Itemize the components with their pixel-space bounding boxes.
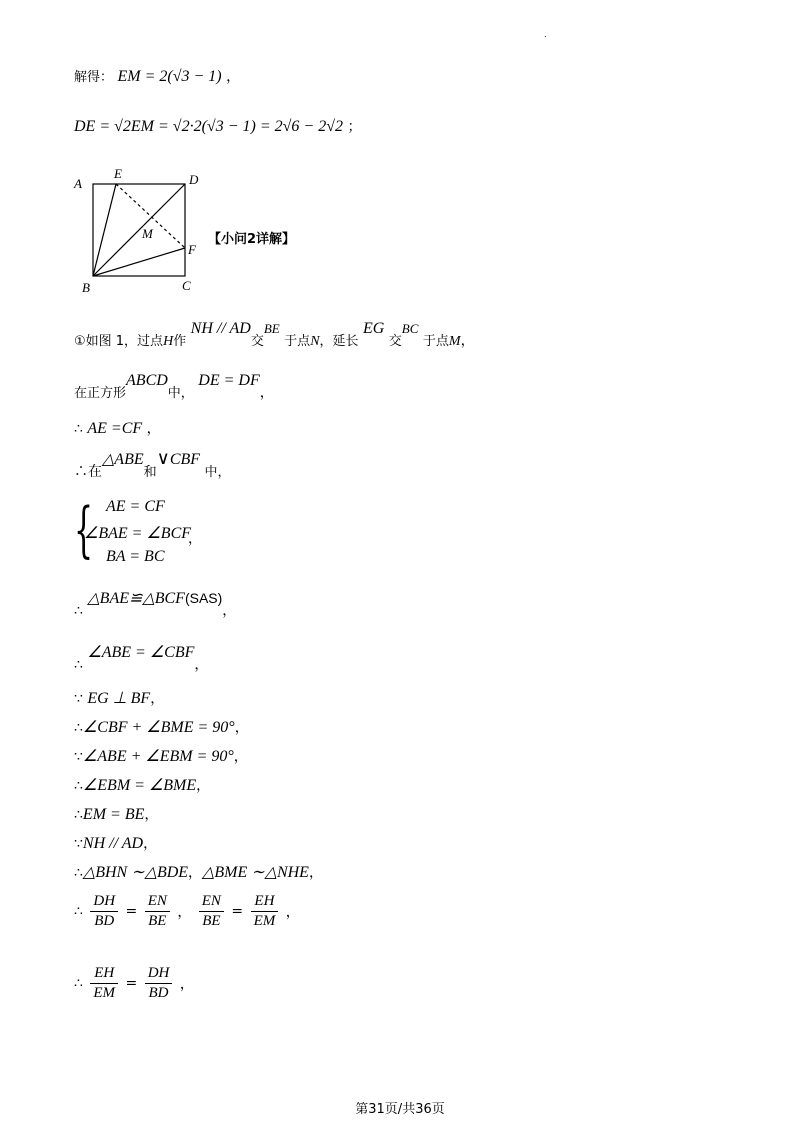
numerator: EN xyxy=(145,892,170,912)
point-m: M xyxy=(448,334,461,349)
numerator: DH xyxy=(145,964,173,984)
em-expression: EM = 2(√3 − 1) xyxy=(117,68,222,85)
denominator: BE xyxy=(148,913,167,929)
therefore: ∴ xyxy=(74,421,83,437)
segment-be xyxy=(93,184,116,276)
comma: ， xyxy=(226,69,241,85)
text: ①如图 1，过点 xyxy=(74,334,164,349)
therefore-in: ∴在 xyxy=(74,464,102,480)
denominator: EM xyxy=(253,913,276,929)
text: 作 xyxy=(173,334,187,349)
line-14 xyxy=(74,833,157,853)
label-d: D xyxy=(189,172,199,187)
construction-line xyxy=(74,320,475,350)
therefore: ∴ xyxy=(74,975,83,992)
text: ， xyxy=(308,865,323,881)
therefore: ∴ xyxy=(74,903,83,920)
line-11 xyxy=(74,746,248,766)
label-b: B xyxy=(82,280,90,294)
abcd: ABCD xyxy=(126,372,168,389)
numerator: EN xyxy=(199,892,224,912)
fraction-dh-bd xyxy=(90,892,118,931)
therefore: ∴ xyxy=(74,603,83,619)
semicolon: ； xyxy=(347,119,362,135)
text: ， xyxy=(150,691,165,707)
line-13 xyxy=(74,804,158,824)
denominator: BD xyxy=(94,913,115,929)
therefore-ae-cf xyxy=(74,418,161,438)
similar-1: △BHN ∼△BDE xyxy=(82,864,189,881)
therefore: ∴ xyxy=(74,778,83,794)
system-row-3: BA = BC xyxy=(106,548,165,565)
text: ， xyxy=(222,603,237,619)
eg: EG xyxy=(363,320,385,337)
angle-eq-line xyxy=(74,644,209,674)
solution-line-1 xyxy=(74,66,240,86)
therefore: ∴ xyxy=(74,720,83,736)
text: ， xyxy=(179,976,194,993)
expr: ∠EBM = ∠BME xyxy=(82,777,197,794)
label-c: C xyxy=(182,278,191,293)
text: 中， xyxy=(167,386,194,401)
triangles-line xyxy=(74,448,231,481)
text: ， xyxy=(144,807,159,823)
congruence: △BAE≌△BCF xyxy=(87,590,185,607)
expr: EM = BE xyxy=(82,806,145,823)
denominator: BD xyxy=(148,985,169,1001)
therefore: ∴ xyxy=(74,865,83,881)
equals: = xyxy=(125,903,138,920)
point-n: N xyxy=(310,334,320,349)
equals: = xyxy=(231,903,244,920)
text: ， xyxy=(259,385,274,401)
text: 中， xyxy=(204,465,231,480)
point-h: H xyxy=(163,334,174,349)
ratio-line-1 xyxy=(74,892,300,931)
text: 于点 xyxy=(422,334,449,349)
expr: ∠ABE + ∠EBM = 90° xyxy=(82,748,234,765)
page-footer: 第31页/共36页 xyxy=(355,1102,445,1117)
text: ， xyxy=(196,778,211,794)
vee-symbol: ∨ xyxy=(156,448,170,469)
square-figure xyxy=(70,164,210,294)
text: ， xyxy=(460,333,475,349)
fraction-en-be-2 xyxy=(199,892,224,931)
congruence-line xyxy=(74,590,237,620)
system-brace: { xyxy=(74,495,94,565)
solution-line-2 xyxy=(74,116,361,136)
text: 于点 xyxy=(284,334,311,349)
because: ∵ xyxy=(74,749,83,765)
ae: AE xyxy=(87,420,107,437)
label-a: A xyxy=(74,176,82,191)
square-line xyxy=(74,372,274,402)
nh-parallel-ad: NH // AD xyxy=(190,320,251,337)
denominator: EM xyxy=(93,985,116,1001)
text: 交 xyxy=(250,334,264,349)
label-f: F xyxy=(188,242,196,257)
because: ∵ xyxy=(74,691,83,707)
fraction-eh-em xyxy=(90,964,118,1003)
bc: BC xyxy=(401,321,419,336)
because: ∵ xyxy=(74,836,83,852)
ratio-line-2 xyxy=(74,964,194,1003)
text: ， xyxy=(194,657,209,673)
line-12 xyxy=(74,775,210,795)
label-m: M xyxy=(142,226,153,241)
text: 交 xyxy=(388,334,402,349)
text: ，延长 xyxy=(319,334,359,349)
text: ， xyxy=(285,904,300,921)
sas: (SAS) xyxy=(184,590,223,606)
de-eq-df: DE = DF xyxy=(198,372,260,389)
de-expression: DE = √2EM = √2·2(√3 − 1) = 2√6 − 2√2 xyxy=(74,118,343,135)
label-e: E xyxy=(114,166,122,181)
text: ， xyxy=(188,865,203,881)
text: ， xyxy=(142,421,161,437)
numerator: EH xyxy=(90,964,118,984)
expr: ∠CBF + ∠BME = 90° xyxy=(82,719,235,736)
system-tail: ， xyxy=(188,531,202,547)
numerator: DH xyxy=(90,892,118,912)
fraction-dh-bd xyxy=(145,964,173,1003)
text: 在正方形 xyxy=(74,386,127,401)
eq: = xyxy=(106,420,122,437)
cf: CF xyxy=(121,420,143,437)
fraction-en-be xyxy=(145,892,170,931)
angle-abe-eq-cbf: ∠ABE = ∠CBF xyxy=(87,644,195,661)
denominator: BE xyxy=(202,913,221,929)
system-row-1: AE = CF xyxy=(106,498,165,515)
text: ， xyxy=(177,904,192,921)
text: ， xyxy=(233,749,248,765)
therefore: ∴ xyxy=(74,807,83,823)
be: BE xyxy=(263,321,280,336)
fraction-eh-em xyxy=(251,892,279,931)
line-10 xyxy=(74,717,249,737)
text: ， xyxy=(234,720,249,736)
text: 和 xyxy=(143,465,157,480)
line-9 xyxy=(74,688,164,708)
system-row-2: ∠BAE = ∠BCF xyxy=(84,525,192,542)
solve-prefix: 解得： xyxy=(74,70,114,85)
header-mark: . xyxy=(544,30,547,39)
triangle-abe: △ABE xyxy=(102,451,144,468)
expr: EG ⊥ BF xyxy=(87,690,151,707)
text: ， xyxy=(143,836,158,852)
equals: = xyxy=(125,975,138,992)
numerator: EH xyxy=(251,892,279,912)
similar-2: △BME ∼△NHE xyxy=(202,864,309,881)
subquestion-2-caption: 【小问2详解】 xyxy=(208,232,296,247)
expr: NH // AD xyxy=(82,835,144,852)
therefore: ∴ xyxy=(74,657,83,673)
line-15 xyxy=(74,862,323,882)
cbf: CBF xyxy=(169,451,201,468)
